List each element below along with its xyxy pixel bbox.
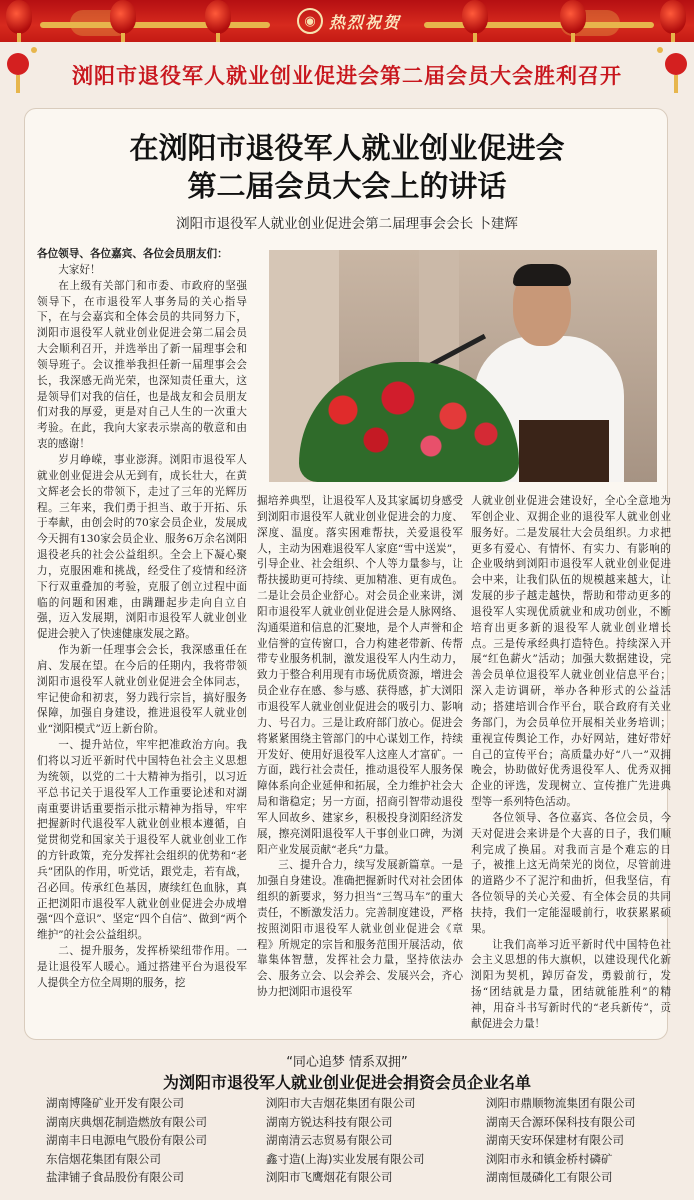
paragraph: 各位领导、各位嘉宾、各位会员，今天对促进会来讲是个大喜的日子，我们顺利完成了换届。对我而言是个难忘的日子，被推上这无尚荣光的岗位，尽管前进的道路少不了泥泞和曲折，但我坚信，有各位领导的关心关爱、有全体会员的共同扶持，我们一定能湿暖前行，收获累累硕果。 [471,811,671,935]
seal-text: 热烈祝贺 [329,12,402,32]
donor-company: 湖南天安环保建材有限公司 [486,1133,624,1147]
paragraph: 一、提升站位，牢牢把准政治方向。我们将以习近平新时代中国特色社会主义思想为统领，以党的二十大精神为指引，以习近平总书记关于退役军人工作重要论述和对湖南重要讲话重要指示批示精神为指导，牢牢把握新时代退役军人就业创业根本遵循，自觉贯彻党和国家关于退役军人就业创业工作的方针政策，充分发挥社会组织的优势和“老兵”团队的作用，听党话，跟党走，若有战，召必回。传承红色基因，赓续红色血脉，真正把浏阳市退役军人就业创业促进会办成增强“四个意识”、坚定“四个自信”、做到“两个维护”的社会公益组织。 [37,739,247,942]
lantern-icon [6,0,32,34]
paragraph: 掘培养典型，让退役军人及其家属切身感受到浏阳市退役军人就业创业促进会的力度、深度、温度。落实困难帮扶，关爱退役军人，主动为困难退役军人家庭“雪中送炭”，引导企业、社会组织、个人等力量参与，让帮扶援助更可持续、更加精准、更有成色。二是让会员企业舒心。对会员企业来讲，浏阳市退役军人就业创业促进会是人脉网络、沟通渠道和信息的汇聚地，是个人声誉和企业信誉的宣传窗口，合力构建老带新、传帮带专业服务机制，激发退役军人内生动力，致力于整合利用现有市场优质资源，增进会员企业存在感、参与感、获得感，扩大浏阳市退役军人就业创业促进会的吸引力、影响力、号召力。三是让政府部门放心。促进会将紧紧围绕主管部门的中心谋划工作，持续开发好、使用好退役军人这座人才富矿。一方面，践行社会责任，推动退役军人服务保障体系向企业延伸和拓展，全力维护社会大局和谐稳定；另一方面，招商引智带动退役军人回故乡、建家乡，积极投身浏阳经济发展，擦亮浏阳退役军人干事创业口碑，为浏阳产业发展贡献“老兵”力量。 [257,495,463,856]
paragraph: 大家好！ [58,263,101,276]
lantern-icon [462,0,488,34]
donor-company: 湖南庆典烟花制造燃放有限公司 [46,1114,207,1129]
paragraph: 二、提升服务，发挥桥梁纽带作用。一是让退役军人暖心。通过搭建平台为退役军人提供全方位全周期的服务，挖 [37,945,247,989]
paragraph: 让我们高举习近平新时代中国特色社会主义思想的伟大旗帜，以建设现代化新浏阳为契机，踔厉奋发，勇毅前行，发扬“团结就是力量，团结就能胜利”的精神，用奋斗书写新时代的“老兵新传”，贡献促进会力量！ [471,938,671,1029]
speech-byline: 浏阳市退役军人就业创业促进会第二届理事会会长 卜建辉 [176,216,518,232]
gold-ribbon [40,22,270,28]
lantern-icon [560,0,586,34]
article-column-2 [257,494,463,1029]
lantern-icon [110,0,136,34]
speech-title [25,129,669,205]
donor-column-3 [486,1094,636,1187]
celebration-seal [297,5,401,37]
lantern-icon [205,0,231,34]
donor-company: 鑫寸造(上海)实业发展有限公司 [266,1151,425,1166]
paragraph: 岁月峥嵘，事业澎湃。浏阳市退役军人就业创业促进会从无到有，成长壮大，在黄文辉老会长的带领下，走过了三年的光辉历程。三年来，我们勇于担当、敢于开拓、乐于奉献，由创会时的70家会员企业，发展成今天拥有130家会员企业、服务6万余名浏阳退役老兵的社会公益组织。全会上下凝心聚力，克服困难和挑战，经受住了疫情和经济下行双重叠加的考验，克服了创立过程中面临的问题和困难，由蹒跚起步走向自立自强，迈入发展期，浏阳市退役军人就业创业促进会驶入了快速健康发展之路。 [37,453,247,641]
speaker-photo [269,250,657,482]
donor-company: 湖南方锐达科技有限公司 [266,1114,393,1129]
event-headline: 浏阳市退役军人就业创业促进会第二届会员大会胜利召开 [72,64,622,88]
donor-company: 湖南丰日电源电气股份有限公司 [46,1133,207,1147]
lantern-icon [660,0,686,34]
donor-company: 湖南恒晟磷化工有限公司 [486,1170,613,1184]
top-banner [0,0,694,42]
article-column-1 [37,247,247,1029]
salutation: 各位领导、各位嘉宾、各位会员朋友们： [37,248,228,260]
speech-article [24,108,671,1040]
paragraph: 三、提升合力，续写发展新篇章。一是加强自身建设。准确把握新时代对社会团体组织的新要求，努力担当“三驾马车”的重大责任，不断激发活力。完善制度建设，严格按照浏阳市退役军人就业创业促进会《章程》所规定的宗旨和服务范围开展活动，依靠集体智慧，发挥社会力量，坚持依法办会、服务立会、以会养会、发展兴会，齐心协力把浏阳市退役军 [257,859,463,999]
paragraph: 人就业创业促进会建设好，全心全意地为军创企业、双拥企业的退役军人就业创业服务好。二是发展壮大会员组织。力求把更多有爱心、有情怀、有实力、有影响的企业吸纳到浏阳市退役军人就业创业促进会中来，让我们队伍的规模越来越大，让发展的步子越走越快，帮助和带动更多的退役军人实现优质就业和成功创业，不断培育出更多新的退役军人就业创业增长点。三是传承经典打造特色。持续深入开展“红色薪火”活动；加强大数据建设，完善会员单位退役军人就业创业信息平台；深入走访调研，举办各种形式的公益活动；搭建培训合作平台，联合政府有关业务部门，为会员单位开展相关业务培训；重视宣传舆论工作，办好网站，建好带好自己的宣传平台；高质量办好“八一”双拥晚会，协助做好优秀退役军人、优秀双拥企业的评选，发现树立、宣传推广先进典型等一系列特色活动。 [471,495,671,809]
article-column-3 [471,494,671,1029]
podium [519,420,609,482]
title-line-1: 在浏阳市退役军人就业创业促进会 [129,131,565,165]
donor-company: 浏阳市飞鹰烟花有限公司 [266,1170,393,1184]
donor-list-title: 为浏阳市退役军人就业创业促进会捐资会员企业名单 [162,1073,531,1092]
donor-company: 湖南清云志贸易有限公司 [266,1133,393,1147]
donor-company: 盐津铺子食品股份有限公司 [46,1170,184,1184]
donor-company: 东信烟花集团有限公司 [46,1151,161,1166]
donor-company: 浏阳市永和镇金桥村磷矿 [486,1151,613,1166]
ring-logo-icon: ◉ [297,8,323,34]
gold-ribbon [424,22,654,28]
paragraph: 在上级有关部门和市委、市政府的坚强领导下，在市退役军人事务局的关心指导下，在与会嘉宾和全体会员的共同努力下，浏阳市退役军人就业创业促进会第二届会员大会顺利召开，并选举出了新一届理事会和领导班子。会议推举我担任新一届理事会会长，我深感无尚光荣，也深知责任重大，这是领导们对我的信任，也是战友和会员朋友们对我的厚爱，更是对自己人生的一次重大考验。在此，我向大家表示崇高的敬意和由衷的感谢！ [37,279,247,451]
paragraph: 作为新一任理事会会长，我深感重任在肩、发展在望。在今后的任期内，我将带领浏阳市退役军人就业创业促进会全体同志，牢记使命和初衷，努力践行宗旨，搞好服务保障，加强自身建设，推进退役军人就业创业“浏阳模式”迈上新台阶。 [37,644,247,736]
donor-company: 湖南博隆矿业开发有限公司 [46,1096,184,1110]
donor-company: 浏阳市大吉烟花集团有限公司 [266,1096,416,1110]
donor-company: 浏阳市鼎顺物流集团有限公司 [486,1096,636,1110]
donor-slogan: “同心追梦 情系双拥” [286,1055,408,1070]
donor-company: 湖南天合源环保科技有限公司 [486,1114,636,1129]
donor-column-2 [266,1094,424,1187]
donor-column-1 [46,1094,207,1187]
title-line-2: 第二届会员大会上的讲话 [187,169,507,203]
